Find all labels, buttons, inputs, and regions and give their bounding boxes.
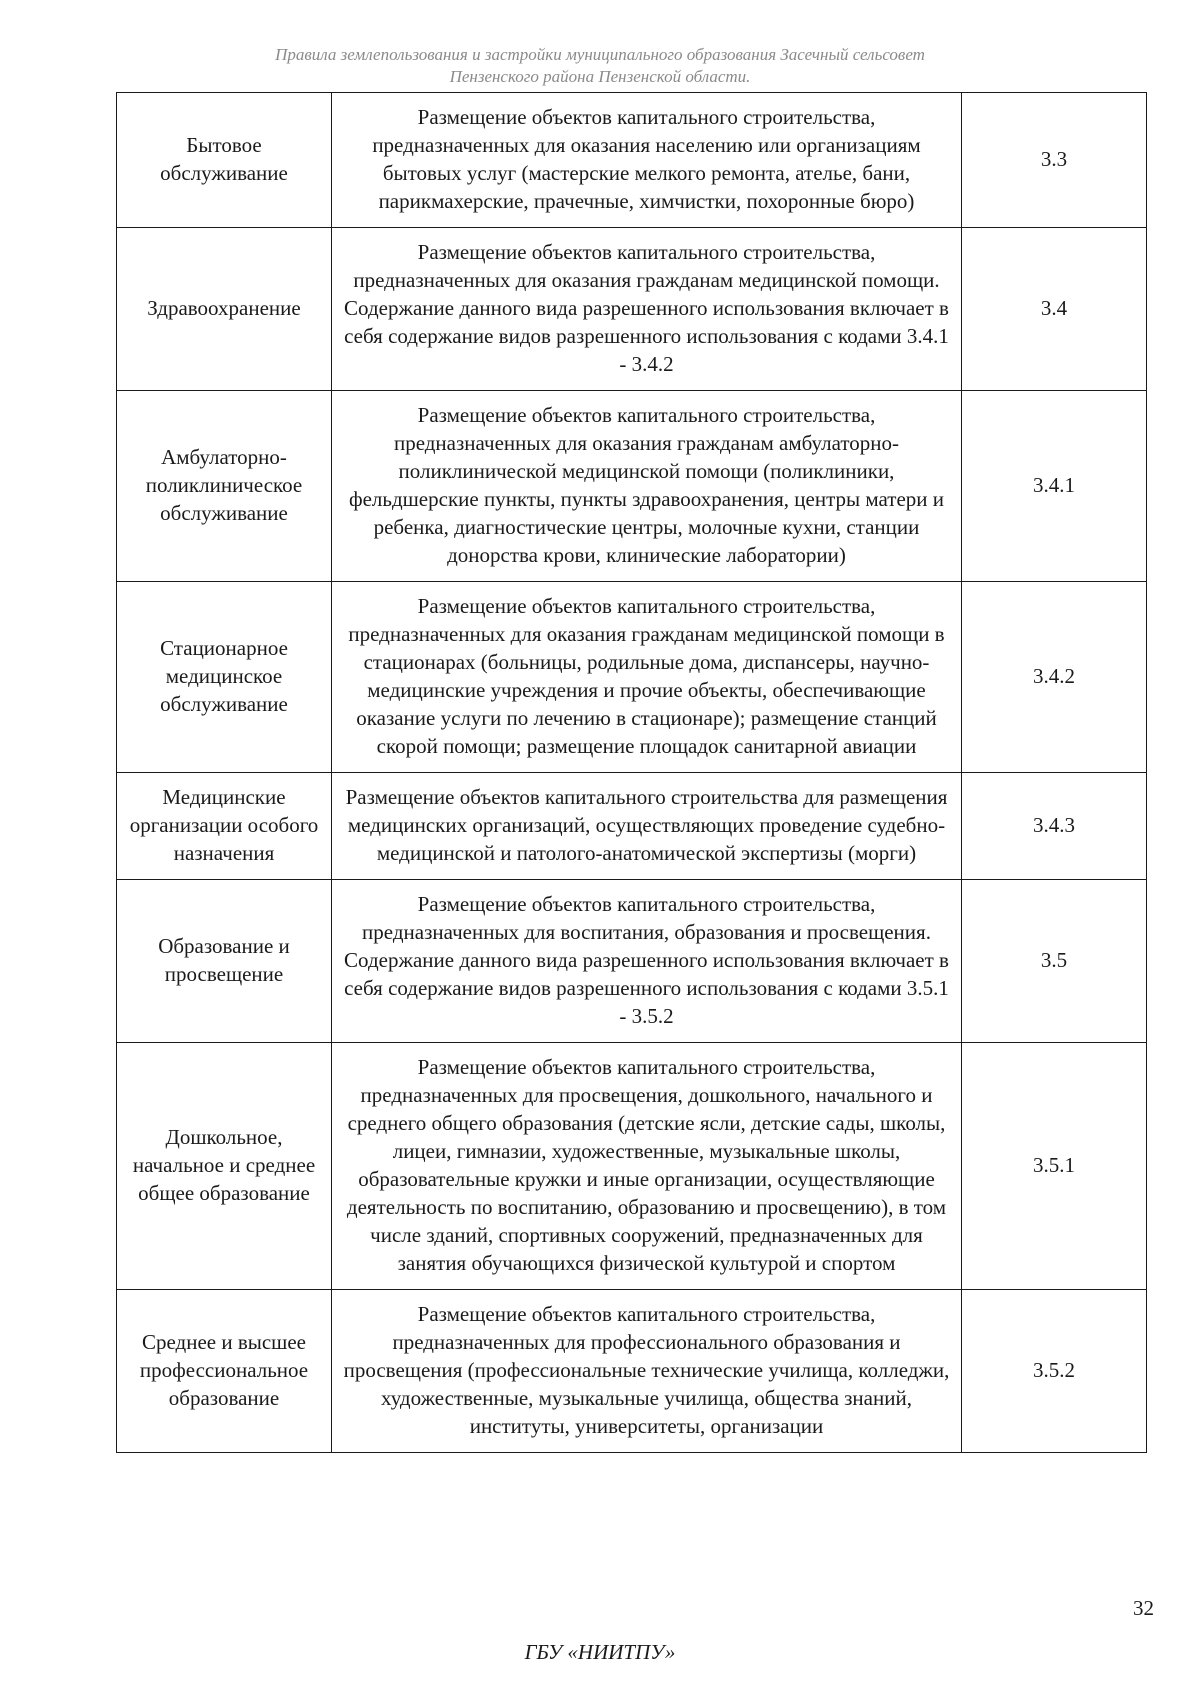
use-type-code: 3.4.2 <box>962 582 1147 773</box>
table-row <box>117 773 1147 880</box>
use-type-code: 3.5.1 <box>962 1043 1147 1290</box>
use-type-name: Здравоохранение <box>117 228 332 391</box>
use-type-name: Стационарное медицинское обслуживание <box>117 582 332 773</box>
use-type-name: Образование и просвещение <box>117 880 332 1043</box>
use-type-description: Размещение объектов капитального строительства, предназначенных для оказания гражданам медицинской помощи в стационарах (больницы, родильные дома, диспансеры, научно-медицинские учреждения и прочие объекты, обеспечивающие оказание услуги по лечению в стационаре); размещение станций скорой помощи; размещение площадок санитарной авиации <box>332 582 962 773</box>
use-type-description: Размещение объектов капитального строительства, предназначенных для оказания населению или организациям бытовых услуг (мастерские мелкого ремонта, ателье, бани, парикмахерские, прачечные, химчистки, похоронные бюро) <box>332 93 962 228</box>
use-type-code: 3.5 <box>962 880 1147 1043</box>
table-row <box>117 1290 1147 1453</box>
table-row <box>117 391 1147 582</box>
table-row <box>117 1043 1147 1290</box>
use-type-code: 3.5.2 <box>962 1290 1147 1453</box>
running-header-line-2: Пензенского района Пензенской области. <box>449 67 751 86</box>
use-type-description: Размещение объектов капитального строительства, предназначенных для воспитания, образования и просвещения. Содержание данного вида разрешенного использования включает в себя содержание видов разрешенного использования с кодами 3.5.1 - 3.5.2 <box>332 880 962 1043</box>
use-type-name: Дошкольное, начальное и среднее общее образование <box>117 1043 332 1290</box>
use-type-code: 3.4.1 <box>962 391 1147 582</box>
use-type-code: 3.4.3 <box>962 773 1147 880</box>
use-type-name: Амбулаторно-поликлиническое обслуживание <box>117 391 332 582</box>
use-type-description: Размещение объектов капитального строительства, предназначенных для оказания гражданам медицинской помощи. Содержание данного вида разрешенного использования включает в себя содержание видов разрешенного использования с кодами 3.4.1 - 3.4.2 <box>332 228 962 391</box>
table-row <box>117 93 1147 228</box>
use-type-name: Бытовое обслуживание <box>117 93 332 228</box>
use-type-description: Размещение объектов капитального строительства для размещения медицинских организаций, осуществляющих проведение судебно-медицинской и патолого-анатомической экспертизы (морги) <box>332 773 962 880</box>
use-type-description: Размещение объектов капитального строительства, предназначенных для оказания гражданам амбулаторно-поликлинической медицинской помощи (поликлиники, фельдшерские пункты, пункты здравоохранения, центры матери и ребенка, диагностические центры, молочные кухни, станции донорства крови, клинические лаборатории) <box>332 391 962 582</box>
use-type-description: Размещение объектов капитального строительства, предназначенных для просвещения, дошкольного, начального и среднего общего образования (детские ясли, детские сады, школы, лицеи, гимназии, художественные, музыкальные школы, образовательные кружки и иные организации, осуществляющие деятельность по воспитанию, образованию и просвещению), в том числе зданий, спортивных сооружений, предназначенных для занятия обучающихся физической культурой и спортом <box>332 1043 962 1290</box>
use-type-code: 3.4 <box>962 228 1147 391</box>
running-header <box>0 44 1200 88</box>
footer-organization: ГБУ «НИИТПУ» <box>524 1640 676 1664</box>
use-type-code: 3.3 <box>962 93 1147 228</box>
land-use-table <box>116 92 1147 1453</box>
use-type-description: Размещение объектов капитального строительства, предназначенных для профессионального образования и просвещения (профессиональные технические училища, колледжи, художественные, музыкальные училища, общества знаний, институты, университеты, организации <box>332 1290 962 1453</box>
running-header-line-1: Правила землепользования и застройки муниципального образования Засечный сельсовет <box>275 45 925 64</box>
table-row <box>117 880 1147 1043</box>
use-type-name: Среднее и высшее профессиональное образование <box>117 1290 332 1453</box>
use-type-name: Медицинские организации особого назначения <box>117 773 332 880</box>
table-row <box>117 228 1147 391</box>
page-number: 32 <box>1133 1596 1154 1620</box>
table-row <box>117 582 1147 773</box>
